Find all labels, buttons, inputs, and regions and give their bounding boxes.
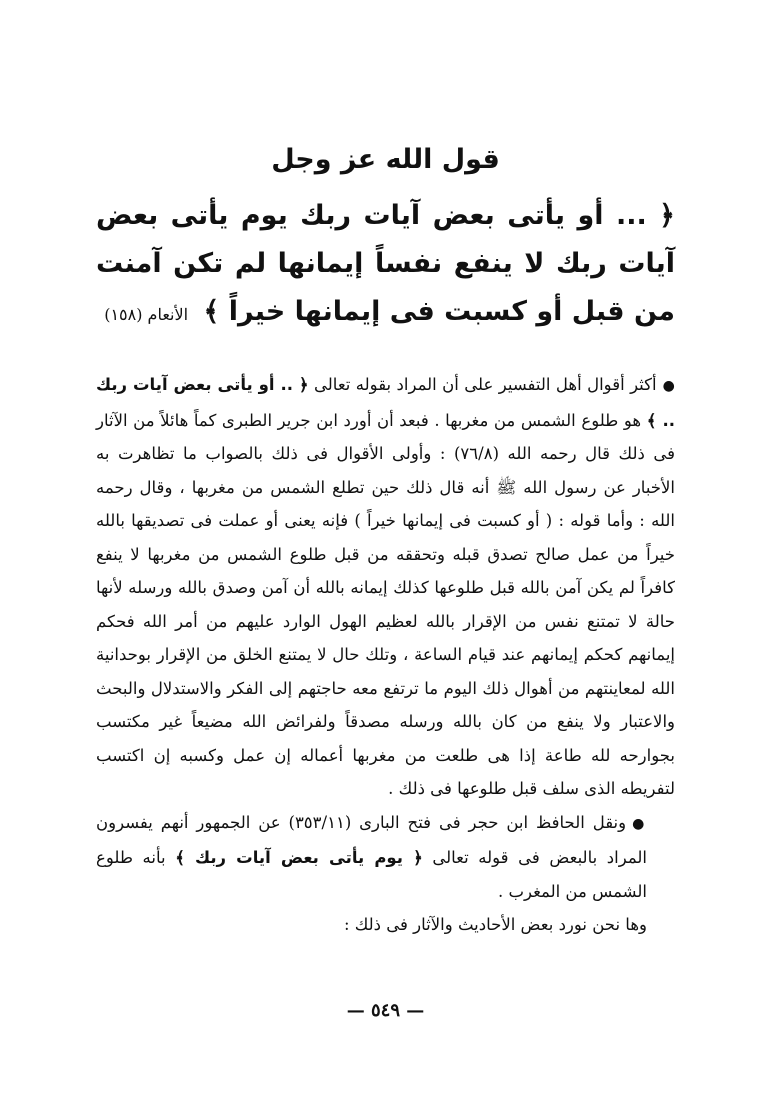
paragraph-1-rest: هو طلوع الشمس من مغربها . فبعد أن أورد ابن جرير الطبرى كماً هائلاً من الآثار فى ذلك قال رحمه الله (٧٦/٨) : وأولى الأقوال فى ذلك بالصواب ما تظاهرت به الأخبار عن رسول الله ﷺ أنه قال ذلك حين تطلع الشمس من مغربها ، وقال رحمه الله : وأما قوله : ( أو كسبت فى إيمانها خيراً ) فإنه يعنى أو عملت فى تصديقها بالله خيراً من عمل صالح تصدق قبله وتحققه من قبل طلوع الشمس من مغربها لا ينفع كافراً لم يكن آمن بالله قبل طلوعها كذلك إيمانه بالله أن آمن وصدق بالله ورسله لأنها حالة لا تمتنع نفس من الإقرار بالله لعظيم الهول الوارد عليهم من أمر الله فحكم إيمانهم كحكم إيمانهم عند قيام الساعة ، وتلك حال لا يمتنع الخلق من الإقرار بوحدانية الله لمعاينتهم من أهوال ذلك اليوم ما ترتفع معه حاجتهم إلى الفكر والاستدلال والبحث والاعتبار ولا ينفع من كان بالله ورسله مصدقاً ولفرائض الله مضيعاً غير مكتسب بجوارحه لله طاعة إذا هى طلعت من مغربها أعماله إن عمل وكسبه إن اكتسب لتفريطه الذى سلف قبل طلوعها فى ذلك . — [96, 410, 675, 798]
page-number: — ٥٤٩ — — [346, 1000, 425, 1021]
paragraph-2 — [96, 806, 675, 909]
paragraph-1-quote: ﴿ .. أو يأتى بعض آيات ربك .. ﴾ — [96, 375, 676, 430]
body-text — [96, 368, 675, 942]
bullet-icon: ● — [662, 378, 675, 394]
quran-verse — [96, 192, 675, 339]
verse-reference: الأنعام (١٥٨) — [104, 305, 189, 324]
book-page — [96, 0, 675, 1102]
section-heading: قول الله عز وجل — [271, 144, 500, 175]
paragraph-1 — [96, 368, 675, 806]
bullet-icon: ● — [632, 815, 647, 832]
paragraph-2-rest: بأنه طلوع الشمس من المغرب . — [96, 848, 647, 901]
closing-line: وها نحن نورد بعض الأحاديث والآثار فى ذلك : — [343, 915, 647, 934]
paragraph-1-lead: أكثر أقوال أهل التفسير على أن المراد بقوله تعالى — [314, 375, 657, 394]
paragraph-2-lead: ونقل الحافظ ابن حجر فى فتح البارى (٣٥٣/١١) عن الجمهور أنهم يفسرون المراد بالبعض فى قوله تعالى — [96, 812, 647, 867]
verse-text: ﴿ ... أو يأتى بعض آيات ربك يوم يأتى بعض آيات ربك لا ينفع نفساً إيمانها لم تكن آمنت من قبل أو كسبت فى إيمانها خيراً ﴾ — [96, 200, 675, 327]
paragraph-2-quote: ﴿ يوم يأتى بعض آيات ربك ﴾ — [175, 848, 423, 867]
